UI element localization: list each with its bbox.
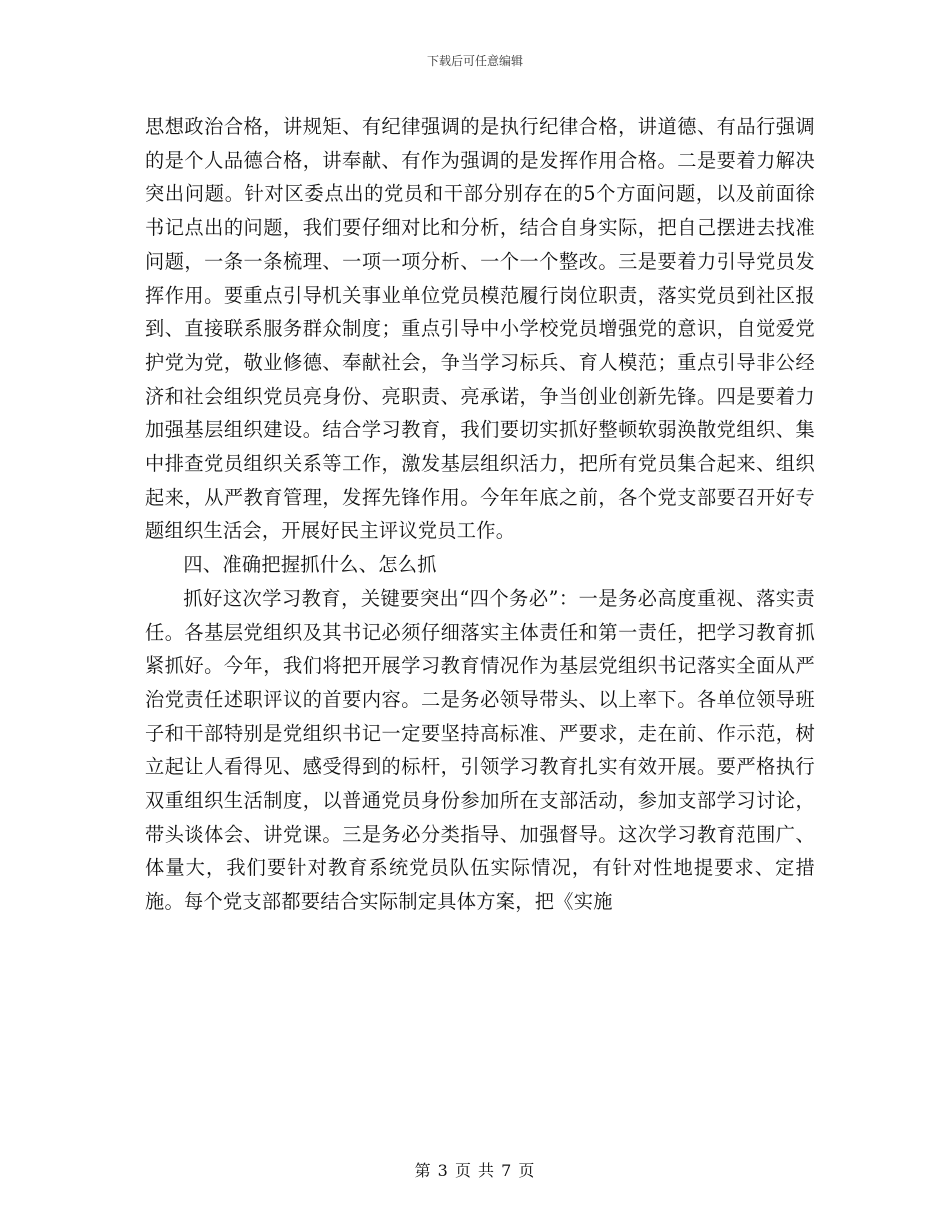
body-paragraph: 抓好这次学习教育，关键要突出“四个务必”：一是务必高度重视、落实责任。各基层党组织及其书记必须仔细落实主体责任和第一责任，把学习教育抓紧抓好。今年，我们将把开展学习教育情况作为基层党组织书记落实全面从严治党责任述职评议的首要内容。二是务必领导带头、以上率下。各单位领导班子和干部特别是党组织书记一定要坚持高标准、严要求，走在前、作示范，树立起让人看得见、感受得到的标杆，引领学习教育扎实有效开展。要严格执行双重组织生活制度，以普通党员身份参加所在支部活动，参加支部学习讨论，带头谈体会、讲党课。三是务必分类指导、加强督导。这次学习教育范围广、体量大，我们要针对教育系统党员队伍实际情况，有针对性地提要求、定措施。每个党支部都要结合实际制定具体方案，把《实施: [145, 586, 815, 914]
section-heading: 四、准确把握抓什么、怎么抓: [183, 553, 437, 577]
document-body: [145, 110, 815, 919]
body-paragraph: 思想政治合格，讲规矩、有纪律强调的是执行纪律合格，讲道德、有品行强调的是个人品德合格，讲奉献、有作为强调的是发挥作用合格。二是要着力解决突出问题。针对区委点出的党员和干部分别存在的5个方面问题，以及前面徐书记点出的问题，我们要仔细对比和分析，结合自身实际，把自己摆进去找准问题，一条一条梳理、一项一项分析、一个一个整改。三是要着力引导党员发挥作用。要重点引导机关事业单位党员模范履行岗位职责，落实党员到社区报到、直接联系服务群众制度；重点引导中小学校党员增强党的意识，自觉爱党护党为党，敬业修德、奉献社会，争当学习标兵、育人模范；重点引导非公经济和社会组织党员亮身份、亮职责、亮承诺，争当创业创新先锋。四是要着力加强基层组织建设。结合学习教育，我们要切实抓好整顿软弱涣散党组织、集中排查党员组织关系等工作，激发基层组织活力，把所有党员集合起来、组织起来，从严教育管理，发挥先锋作用。今年年底之前，各个党支部要召开好专题组织生活会，开展好民主评议党员工作。: [145, 115, 815, 543]
page-header-note: 下载后可任意编辑: [426, 54, 523, 68]
page-number: 第 3 页 共 7 页: [414, 1161, 536, 1180]
